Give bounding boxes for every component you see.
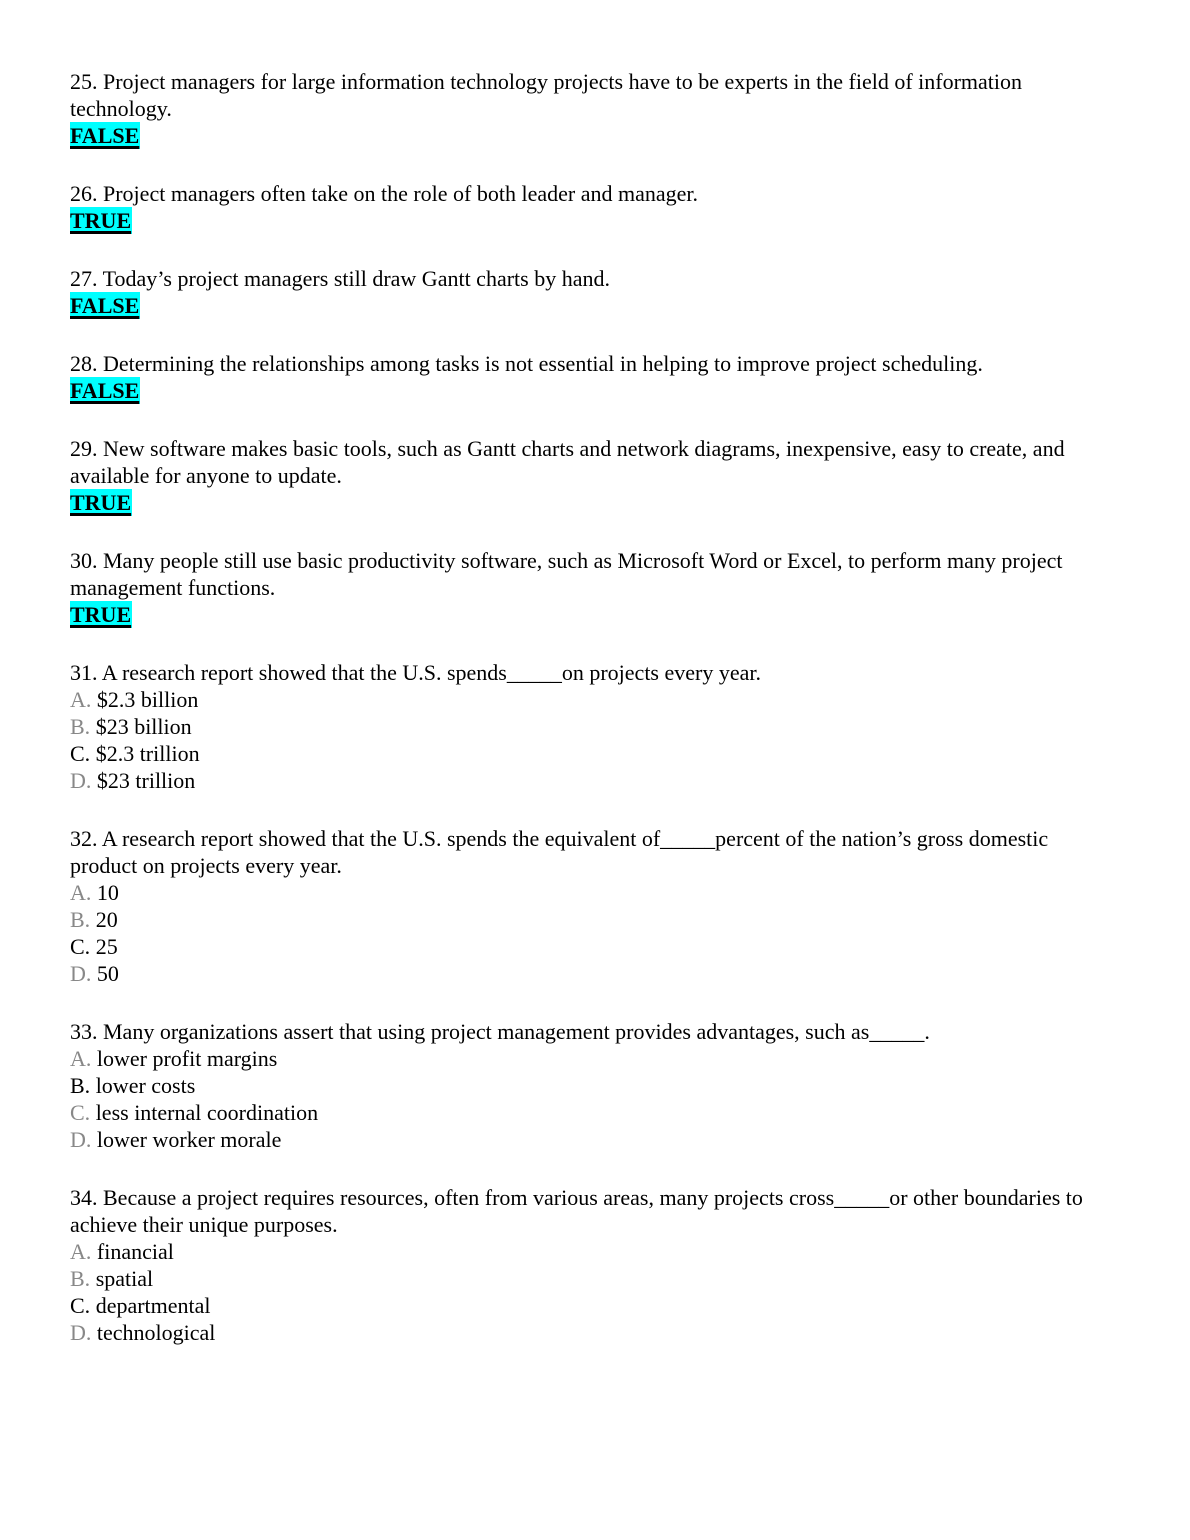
- question-block: [70, 1184, 1112, 1346]
- option-text: lower worker morale: [96, 1127, 282, 1152]
- option-text: lower profit margins: [96, 1046, 278, 1071]
- option-text: 25: [95, 934, 118, 959]
- option-letter: D.: [70, 961, 92, 986]
- answer-option: [70, 1265, 1112, 1292]
- question-stem: 34. Because a project requires resources, often from various areas, many projects cross_____or other boundaries to achieve their unique purposes.: [70, 1185, 1083, 1237]
- question-stem: 28. Determining the relationships among tasks is not essential in helping to improve project scheduling.: [70, 351, 983, 376]
- answer-highlight: TRUE: [70, 490, 132, 515]
- question-block: [70, 435, 1112, 516]
- option-letter: B.: [70, 1266, 91, 1291]
- question-block: [70, 825, 1112, 987]
- option-text: $2.3 trillion: [95, 741, 200, 766]
- option-text: spatial: [95, 1266, 154, 1291]
- question-block: [70, 1018, 1112, 1153]
- answer-highlight: TRUE: [70, 602, 132, 627]
- question-stem: 30. Many people still use basic productivity software, such as Microsoft Word or Excel, to perform many project management functions.: [70, 548, 1063, 600]
- answer-option: [70, 713, 1112, 740]
- option-letter: C.: [70, 934, 91, 959]
- answer-option: [70, 960, 1112, 987]
- option-text: less internal coordination: [95, 1100, 319, 1125]
- question-stem: 29. New software makes basic tools, such as Gantt charts and network diagrams, inexpensive, easy to create, and available for anyone to update.: [70, 436, 1065, 488]
- option-text: 50: [96, 961, 119, 986]
- answer-option: [70, 1099, 1112, 1126]
- question-block: [70, 659, 1112, 794]
- option-text: 10: [96, 880, 119, 905]
- answer-option: [70, 686, 1112, 713]
- answer-option: [70, 1072, 1112, 1099]
- answer-option: [70, 933, 1112, 960]
- question-block: [70, 265, 1112, 319]
- option-text: $23 trillion: [96, 768, 196, 793]
- answer-highlight: TRUE: [70, 208, 132, 233]
- question-block: [70, 180, 1112, 234]
- answer-option: [70, 906, 1112, 933]
- answer-option: [70, 1045, 1112, 1072]
- question-block: [70, 68, 1112, 149]
- option-letter: D.: [70, 1320, 92, 1345]
- option-letter: A.: [70, 1239, 92, 1264]
- question-stem: 31. A research report showed that the U.S. spends_____on projects every year.: [70, 660, 761, 685]
- option-letter: B.: [70, 1073, 91, 1098]
- answer-option: [70, 1126, 1112, 1153]
- option-text: financial: [96, 1239, 174, 1264]
- answer-option: [70, 879, 1112, 906]
- option-letter: B.: [70, 907, 91, 932]
- question-stem: 25. Project managers for large information technology projects have to be experts in the field of information technology.: [70, 69, 1023, 121]
- question-block: [70, 350, 1112, 404]
- answer-highlight: FALSE: [70, 378, 140, 403]
- question-document: [70, 68, 1112, 1377]
- option-text: $2.3 billion: [96, 687, 199, 712]
- option-letter: A.: [70, 687, 92, 712]
- option-letter: C.: [70, 1293, 91, 1318]
- question-stem: 26. Project managers often take on the role of both leader and manager.: [70, 181, 698, 206]
- answer-highlight: FALSE: [70, 123, 140, 148]
- option-text: 20: [95, 907, 118, 932]
- option-letter: B.: [70, 714, 91, 739]
- answer-highlight: FALSE: [70, 293, 140, 318]
- answer-option: [70, 767, 1112, 794]
- answer-option: [70, 1238, 1112, 1265]
- option-letter: D.: [70, 768, 92, 793]
- question-stem: 33. Many organizations assert that using project management provides advantages, such as_____.: [70, 1019, 930, 1044]
- option-letter: A.: [70, 880, 92, 905]
- answer-option: [70, 1319, 1112, 1346]
- option-text: technological: [96, 1320, 216, 1345]
- question-block: [70, 547, 1112, 628]
- option-letter: D.: [70, 1127, 92, 1152]
- answer-option: [70, 1292, 1112, 1319]
- option-text: departmental: [95, 1293, 211, 1318]
- option-text: $23 billion: [95, 714, 192, 739]
- option-text: lower costs: [95, 1073, 196, 1098]
- option-letter: A.: [70, 1046, 92, 1071]
- option-letter: C.: [70, 1100, 91, 1125]
- question-stem: 27. Today’s project managers still draw Gantt charts by hand.: [70, 266, 610, 291]
- answer-option: [70, 740, 1112, 767]
- option-letter: C.: [70, 741, 91, 766]
- question-stem: 32. A research report showed that the U.S. spends the equivalent of_____percent of the nation’s gross domestic product on projects every year.: [70, 826, 1049, 878]
